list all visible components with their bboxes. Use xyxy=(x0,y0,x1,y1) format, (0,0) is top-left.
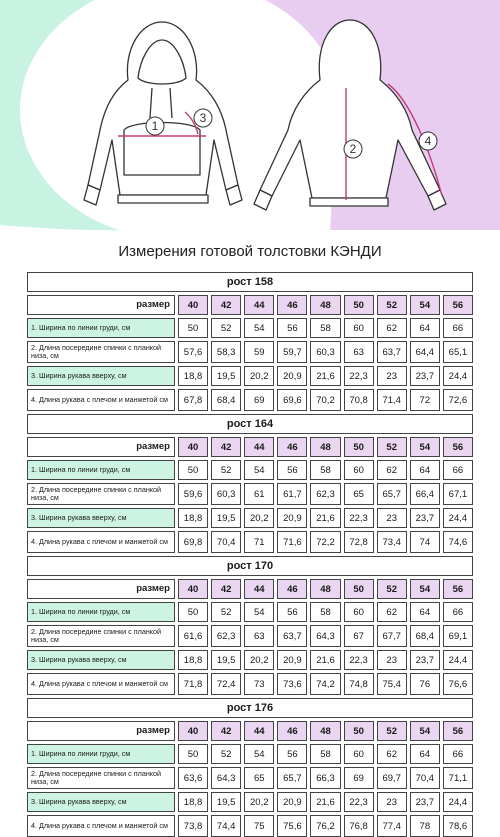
value-cell: 65,7 xyxy=(277,767,307,789)
value-cell: 64,3 xyxy=(211,767,241,789)
measurement-row xyxy=(27,531,473,553)
value-cell: 69,1 xyxy=(443,625,473,647)
value-cell: 21,6 xyxy=(310,508,340,528)
value-cell: 72,2 xyxy=(310,531,340,553)
size-cell: 56 xyxy=(443,295,473,315)
value-cell: 76,2 xyxy=(310,815,340,837)
value-cell: 20,2 xyxy=(244,508,274,528)
size-cell: 52 xyxy=(377,579,407,599)
measurement-row xyxy=(27,366,473,386)
value-cell: 69 xyxy=(244,389,274,411)
value-cell: 23 xyxy=(377,650,407,670)
size-label: размер xyxy=(27,721,175,741)
value-cell: 60 xyxy=(344,318,374,338)
measurement-row xyxy=(27,483,473,505)
page-title: Измерения готовой толстовки КЭНДИ xyxy=(118,243,382,260)
value-cell: 67,1 xyxy=(443,483,473,505)
value-cell: 21,6 xyxy=(310,366,340,386)
value-cell: 60 xyxy=(344,744,374,764)
value-cell: 21,6 xyxy=(310,650,340,670)
measurement-label: 3. Ширина рукава вверху, см xyxy=(27,792,175,812)
value-cell: 20,2 xyxy=(244,792,274,812)
value-cell: 63 xyxy=(244,625,274,647)
value-cell: 66 xyxy=(443,744,473,764)
size-cell: 52 xyxy=(377,295,407,315)
hoodie-back-drawing xyxy=(254,20,446,210)
value-cell: 56 xyxy=(277,460,307,480)
value-cell: 70,4 xyxy=(410,767,440,789)
value-cell: 71,4 xyxy=(377,389,407,411)
value-cell: 71,1 xyxy=(443,767,473,789)
value-cell: 69 xyxy=(344,767,374,789)
value-cell: 22,3 xyxy=(344,366,374,386)
value-cell: 61,7 xyxy=(277,483,307,505)
value-cell: 69,8 xyxy=(178,531,208,553)
size-cell: 44 xyxy=(244,721,274,741)
value-cell: 22,3 xyxy=(344,650,374,670)
value-cell: 72,8 xyxy=(344,531,374,553)
value-cell: 19,5 xyxy=(211,366,241,386)
value-cell: 73 xyxy=(244,673,274,695)
value-cell: 78 xyxy=(410,815,440,837)
value-cell: 77,4 xyxy=(377,815,407,837)
value-cell: 20,9 xyxy=(277,792,307,812)
value-cell: 22,3 xyxy=(344,792,374,812)
value-cell: 60,3 xyxy=(310,341,340,363)
marker-2: 2 xyxy=(349,142,357,156)
measurement-label: 2. Длина посередине спинки с планкой низа, см xyxy=(27,625,175,647)
value-cell: 60 xyxy=(344,602,374,622)
measurement-row xyxy=(27,767,473,789)
value-cell: 19,5 xyxy=(211,508,241,528)
value-cell: 20,9 xyxy=(277,366,307,386)
size-cell: 54 xyxy=(410,721,440,741)
size-table xyxy=(27,272,473,411)
size-cell: 48 xyxy=(310,295,340,315)
value-cell: 56 xyxy=(277,744,307,764)
value-cell: 67,7 xyxy=(377,625,407,647)
value-cell: 64 xyxy=(410,744,440,764)
value-cell: 23,7 xyxy=(410,650,440,670)
value-cell: 50 xyxy=(178,602,208,622)
value-cell: 57,6 xyxy=(178,341,208,363)
size-cell: 42 xyxy=(211,295,241,315)
value-cell: 50 xyxy=(178,744,208,764)
measurement-label: 4. Длина рукава с плечом и манжетой см xyxy=(27,815,175,837)
value-cell: 62 xyxy=(377,602,407,622)
value-cell: 67,8 xyxy=(178,389,208,411)
value-cell: 56 xyxy=(277,318,307,338)
measurement-label: 4. Длина рукава с плечом и манжетой см xyxy=(27,531,175,553)
measurement-label: 1. Ширина по линии груди, см xyxy=(27,602,175,622)
value-cell: 23,7 xyxy=(410,792,440,812)
value-cell: 60 xyxy=(344,460,374,480)
size-cell: 44 xyxy=(244,579,274,599)
value-cell: 71 xyxy=(244,531,274,553)
size-cell: 44 xyxy=(244,295,274,315)
hoodie-illustration xyxy=(0,0,500,235)
measurement-row xyxy=(27,341,473,363)
value-cell: 63 xyxy=(344,341,374,363)
size-cell: 42 xyxy=(211,579,241,599)
value-cell: 18,8 xyxy=(178,650,208,670)
value-cell: 73,6 xyxy=(277,673,307,695)
size-cell: 48 xyxy=(310,437,340,457)
value-cell: 74,6 xyxy=(443,531,473,553)
height-title: рост 176 xyxy=(27,698,473,718)
value-cell: 20,9 xyxy=(277,508,307,528)
value-cell: 69,6 xyxy=(277,389,307,411)
measurement-row xyxy=(27,602,473,622)
value-cell: 75 xyxy=(244,815,274,837)
value-cell: 18,8 xyxy=(178,366,208,386)
value-cell: 76 xyxy=(410,673,440,695)
value-cell: 73,8 xyxy=(178,815,208,837)
measurement-label: 3. Ширина рукава вверху, см xyxy=(27,508,175,528)
value-cell: 64 xyxy=(410,318,440,338)
value-cell: 68,4 xyxy=(410,625,440,647)
value-cell: 74 xyxy=(410,531,440,553)
value-cell: 78,6 xyxy=(443,815,473,837)
measurement-label: 2. Длина посередине спинки с планкой низа, см xyxy=(27,767,175,789)
value-cell: 58 xyxy=(310,460,340,480)
size-table xyxy=(27,414,473,553)
size-cell: 40 xyxy=(178,721,208,741)
value-cell: 58 xyxy=(310,602,340,622)
value-cell: 72 xyxy=(410,389,440,411)
sizes-row xyxy=(27,721,473,741)
size-cell: 52 xyxy=(377,721,407,741)
value-cell: 62,3 xyxy=(211,625,241,647)
value-cell: 66 xyxy=(443,318,473,338)
value-cell: 75,6 xyxy=(277,815,307,837)
size-tables xyxy=(27,272,473,837)
value-cell: 23 xyxy=(377,508,407,528)
value-cell: 52 xyxy=(211,460,241,480)
measurement-row xyxy=(27,815,473,837)
size-table xyxy=(27,698,473,837)
value-cell: 67 xyxy=(344,625,374,647)
size-cell: 42 xyxy=(211,721,241,741)
measurement-label: 4. Длина рукава с плечом и манжетой см xyxy=(27,673,175,695)
marker-3: 3 xyxy=(199,111,207,125)
value-cell: 72,6 xyxy=(443,389,473,411)
size-cell: 54 xyxy=(410,295,440,315)
value-cell: 22,3 xyxy=(344,508,374,528)
value-cell: 76,8 xyxy=(344,815,374,837)
value-cell: 19,5 xyxy=(211,650,241,670)
value-cell: 64,3 xyxy=(310,625,340,647)
value-cell: 54 xyxy=(244,744,274,764)
size-cell: 56 xyxy=(443,579,473,599)
size-cell: 56 xyxy=(443,437,473,457)
value-cell: 50 xyxy=(178,460,208,480)
value-cell: 59,6 xyxy=(178,483,208,505)
value-cell: 66,4 xyxy=(410,483,440,505)
measurement-label: 4. Длина рукава с плечом и манжетой см xyxy=(27,389,175,411)
measurement-row xyxy=(27,508,473,528)
size-label: размер xyxy=(27,295,175,315)
value-cell: 74,8 xyxy=(344,673,374,695)
value-cell: 18,8 xyxy=(178,792,208,812)
value-cell: 71,6 xyxy=(277,531,307,553)
value-cell: 60,3 xyxy=(211,483,241,505)
size-cell: 54 xyxy=(410,437,440,457)
size-cell: 52 xyxy=(377,437,407,457)
size-cell: 56 xyxy=(443,721,473,741)
measurement-row xyxy=(27,792,473,812)
value-cell: 58 xyxy=(310,318,340,338)
size-cell: 46 xyxy=(277,295,307,315)
value-cell: 54 xyxy=(244,460,274,480)
value-cell: 61 xyxy=(244,483,274,505)
value-cell: 68,4 xyxy=(211,389,241,411)
value-cell: 24,4 xyxy=(443,366,473,386)
value-cell: 65,7 xyxy=(377,483,407,505)
value-cell: 50 xyxy=(178,318,208,338)
size-cell: 40 xyxy=(178,437,208,457)
size-cell: 50 xyxy=(344,437,374,457)
value-cell: 19,5 xyxy=(211,792,241,812)
height-title: рост 164 xyxy=(27,414,473,434)
value-cell: 66,3 xyxy=(310,767,340,789)
value-cell: 70,4 xyxy=(211,531,241,553)
value-cell: 62,3 xyxy=(310,483,340,505)
height-title: рост 158 xyxy=(27,272,473,292)
measurement-row xyxy=(27,460,473,480)
marker-4: 4 xyxy=(424,134,432,148)
sizes-row xyxy=(27,579,473,599)
value-cell: 65,1 xyxy=(443,341,473,363)
value-cell: 63,7 xyxy=(377,341,407,363)
measurement-label: 3. Ширина рукава вверху, см xyxy=(27,650,175,670)
value-cell: 59 xyxy=(244,341,274,363)
value-cell: 72,4 xyxy=(211,673,241,695)
value-cell: 74,4 xyxy=(211,815,241,837)
value-cell: 64 xyxy=(410,460,440,480)
value-cell: 65 xyxy=(344,483,374,505)
size-cell: 46 xyxy=(277,437,307,457)
value-cell: 52 xyxy=(211,318,241,338)
sizes-row xyxy=(27,295,473,315)
value-cell: 70,8 xyxy=(344,389,374,411)
value-cell: 61,6 xyxy=(178,625,208,647)
value-cell: 73,4 xyxy=(377,531,407,553)
value-cell: 54 xyxy=(244,318,274,338)
size-label: размер xyxy=(27,437,175,457)
value-cell: 52 xyxy=(211,744,241,764)
size-cell: 50 xyxy=(344,579,374,599)
size-cell: 42 xyxy=(211,437,241,457)
height-title: рост 170 xyxy=(27,556,473,576)
value-cell: 58,3 xyxy=(211,341,241,363)
value-cell: 66 xyxy=(443,602,473,622)
value-cell: 65 xyxy=(244,767,274,789)
sizes-row xyxy=(27,437,473,457)
value-cell: 75,4 xyxy=(377,673,407,695)
value-cell: 24,4 xyxy=(443,508,473,528)
size-label: размер xyxy=(27,579,175,599)
size-cell: 50 xyxy=(344,295,374,315)
size-cell: 48 xyxy=(310,721,340,741)
value-cell: 24,4 xyxy=(443,650,473,670)
value-cell: 23 xyxy=(377,366,407,386)
marker-1: 1 xyxy=(151,119,159,133)
value-cell: 24,4 xyxy=(443,792,473,812)
value-cell: 64,4 xyxy=(410,341,440,363)
measurement-row xyxy=(27,389,473,411)
size-cell: 48 xyxy=(310,579,340,599)
value-cell: 74,2 xyxy=(310,673,340,695)
size-cell: 50 xyxy=(344,721,374,741)
value-cell: 52 xyxy=(211,602,241,622)
measurement-row xyxy=(27,318,473,338)
value-cell: 23 xyxy=(377,792,407,812)
size-cell: 46 xyxy=(277,579,307,599)
measurement-row xyxy=(27,744,473,764)
value-cell: 18,8 xyxy=(178,508,208,528)
size-cell: 40 xyxy=(178,295,208,315)
value-cell: 21,6 xyxy=(310,792,340,812)
value-cell: 23,7 xyxy=(410,508,440,528)
size-cell: 44 xyxy=(244,437,274,457)
value-cell: 70,2 xyxy=(310,389,340,411)
value-cell: 69,7 xyxy=(377,767,407,789)
size-cell: 54 xyxy=(410,579,440,599)
size-cell: 40 xyxy=(178,579,208,599)
value-cell: 58 xyxy=(310,744,340,764)
measurement-label: 1. Ширина по линии груди, см xyxy=(27,744,175,764)
value-cell: 62 xyxy=(377,460,407,480)
value-cell: 62 xyxy=(377,318,407,338)
value-cell: 54 xyxy=(244,602,274,622)
measurement-label: 2. Длина посередине спинки с планкой низа, см xyxy=(27,341,175,363)
value-cell: 59,7 xyxy=(277,341,307,363)
value-cell: 63,6 xyxy=(178,767,208,789)
measurement-label: 3. Ширина рукава вверху, см xyxy=(27,366,175,386)
value-cell: 64 xyxy=(410,602,440,622)
size-table xyxy=(27,556,473,695)
value-cell: 56 xyxy=(277,602,307,622)
measurement-row xyxy=(27,625,473,647)
value-cell: 20,9 xyxy=(277,650,307,670)
measurement-row xyxy=(27,673,473,695)
value-cell: 63,7 xyxy=(277,625,307,647)
measurement-label: 2. Длина посередине спинки с планкой низа, см xyxy=(27,483,175,505)
value-cell: 66 xyxy=(443,460,473,480)
hoodie-front-drawing xyxy=(84,22,242,205)
value-cell: 71,8 xyxy=(178,673,208,695)
measurement-label: 1. Ширина по линии груди, см xyxy=(27,460,175,480)
measurement-row xyxy=(27,650,473,670)
size-cell: 46 xyxy=(277,721,307,741)
value-cell: 62 xyxy=(377,744,407,764)
value-cell: 20,2 xyxy=(244,650,274,670)
value-cell: 23,7 xyxy=(410,366,440,386)
value-cell: 20,2 xyxy=(244,366,274,386)
measurement-label: 1. Ширина по линии груди, см xyxy=(27,318,175,338)
value-cell: 76,6 xyxy=(443,673,473,695)
